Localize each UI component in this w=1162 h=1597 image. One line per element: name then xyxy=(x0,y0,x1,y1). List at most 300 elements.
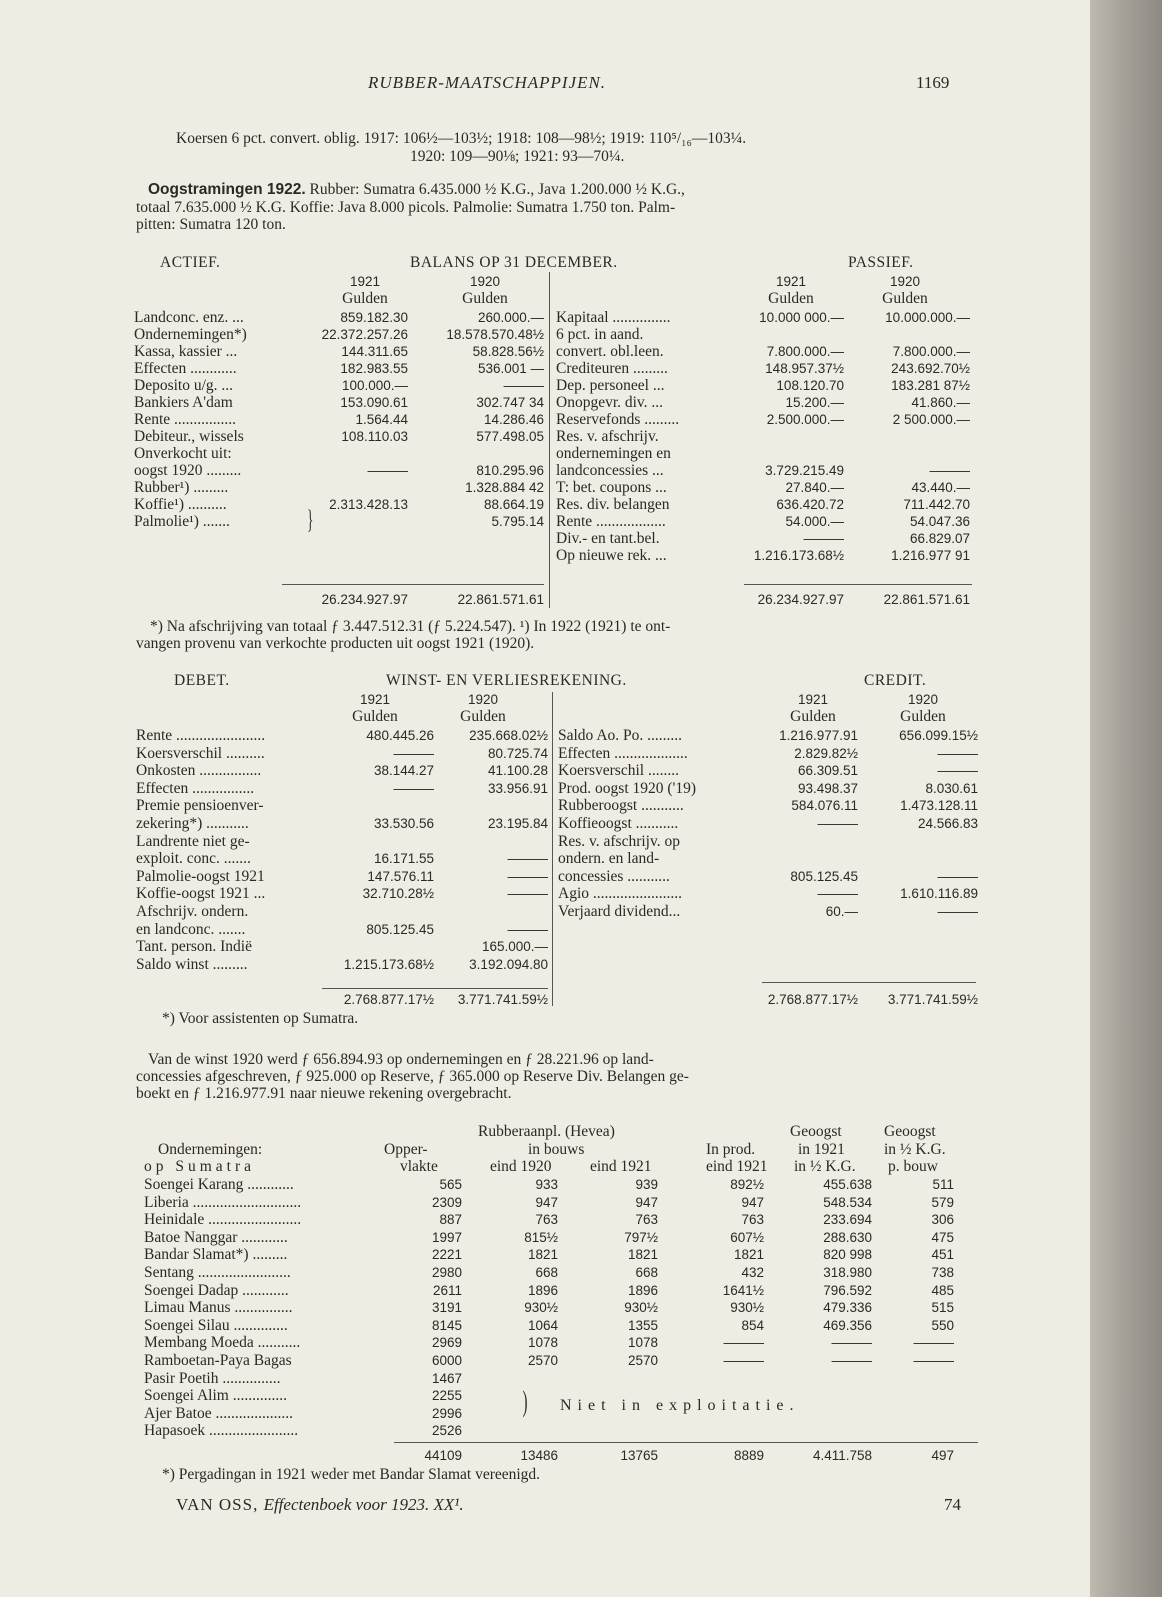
hdr-opp-1: Opper- xyxy=(384,1141,428,1158)
balans-passief-label: Onopgevr. div. ... xyxy=(556,394,664,411)
winst-debet-label: Koffie-oogst 1921 ... xyxy=(136,885,266,903)
winst-debet-label: Premie pensioenver- xyxy=(136,797,264,815)
onderneming-geoogst: 479.336 xyxy=(823,1300,872,1316)
balans-actief-value-1921: 182.983.55 xyxy=(340,361,408,376)
balans-passief-value-1920: 66.829.07 xyxy=(909,531,970,546)
paragraph-line-2: concessies afgeschreven, ƒ 925.000 op Reserve, ƒ 365.000 op Reserve Div. Belangen ge- xyxy=(136,1068,689,1085)
onderneming-oppervlakte: 6000 xyxy=(431,1353,462,1368)
balans-total-right-1: 26.234.927.97 xyxy=(757,592,844,607)
onderneming-eind-1920: 815½ xyxy=(524,1229,558,1245)
balans-actief-value-1921: 2.313.428.13 xyxy=(329,497,408,512)
winst-credit-label: Agio ....................... xyxy=(558,885,682,903)
winst-debet-value-1920: 165.000.— xyxy=(481,939,548,955)
winst-debet-value-1921: ——— xyxy=(393,745,434,761)
balans-passief-value-1920: 183.281 87½ xyxy=(891,378,970,393)
balans-title: BALANS OP 31 DECEMBER. xyxy=(410,254,618,271)
balans-total-left-1: 26.234.927.97 xyxy=(321,592,408,607)
balans-actief-label: Kassa, kassier ... xyxy=(134,343,238,360)
winst-debet-label: Rente ....................... xyxy=(136,727,266,744)
running-title: RUBBER-MAATSCHAPPIJEN. xyxy=(368,73,607,92)
oogst-text-1: Rubber: Sumatra 6.435.000 ½ K.G., Java 1.200.000 ½ K.G., xyxy=(305,181,685,198)
onderneming-per-bouw: 451 xyxy=(931,1247,954,1263)
winst-debet-value-1921: 33.530.56 xyxy=(373,816,434,831)
hdr-rub-3b: eind 1921 xyxy=(590,1158,652,1175)
balans-passief-value-1921: 10.000 000.— xyxy=(759,310,844,325)
onderneming-eind-1920: 930½ xyxy=(524,1300,558,1316)
winst-debet-value-1921: 32.710.28½ xyxy=(362,886,434,902)
onderneming-name: Soengei Karang ............ xyxy=(144,1176,294,1193)
koersen-line-1: Koersen 6 pct. convert. oblig. 1917: 106½—103½; 1918: 108—98½; 1919: 110⁵/₁₆—103¼. xyxy=(176,130,747,147)
balans-actief-label: Deposito u/g. ... xyxy=(134,377,234,394)
onderneming-name: Pasir Poetih ............... xyxy=(144,1369,281,1387)
winst-debet-value-1920: 41.100.28 xyxy=(487,763,548,779)
footer-source-prefix: VAN OSS, xyxy=(176,1495,264,1514)
balans-actief-value-1920: 88.664.19 xyxy=(483,497,544,512)
onderneming-oppervlakte: 1467 xyxy=(431,1370,462,1386)
onderneming-in-prod: 432 xyxy=(741,1265,764,1280)
niet-in-exploitatie: Niet in exploitatie. xyxy=(560,1397,800,1414)
winst-total-left-1: 2.768.877.17½ xyxy=(343,992,434,1007)
hdr-name-1: Ondernemingen: xyxy=(158,1141,263,1158)
onderneming-eind-1921: 1078 xyxy=(627,1335,658,1351)
onderneming-per-bouw: 515 xyxy=(931,1300,954,1316)
oogst-line-3: pitten: Sumatra 120 ton. xyxy=(136,216,286,233)
winst-debet-value-1920: 80.725.74 xyxy=(487,745,548,761)
ond-total-rule xyxy=(394,1442,978,1443)
onderneming-geoogst: 469.356 xyxy=(823,1317,872,1333)
winst-credit-value-1921: ——— xyxy=(817,816,858,831)
footer-source xyxy=(176,1496,464,1513)
balans-left-year-1: 1921 xyxy=(349,274,381,289)
onderneming-eind-1920: 2570 xyxy=(527,1353,558,1368)
onderneming-oppervlakte: 565 xyxy=(439,1177,462,1192)
winst-credit-label: Prod. oogst 1920 ('19) xyxy=(558,779,696,797)
balans-actief-label: Rente ................ xyxy=(134,411,237,428)
winst-debet-label: Saldo winst ......... xyxy=(136,955,248,973)
winst-credit-label: Koersverschil ........ xyxy=(558,762,679,780)
winst-debet-value-1920: 3.192.094.80 xyxy=(469,956,548,972)
winst-debet-value-1920: 235.668.02½ xyxy=(469,728,548,743)
balans-passief-label: 6 pct. in aand. xyxy=(556,326,644,343)
balans-passief-label: Crediteuren ......... xyxy=(556,360,668,377)
balans-passief-value-1920: ——— xyxy=(929,463,970,478)
hdr-geo2-a: Geoogst xyxy=(884,1123,936,1140)
onderneming-eind-1921: 1896 xyxy=(627,1282,658,1298)
winst-debet-label: Onkosten ................ xyxy=(136,762,262,780)
balans-passief-value-1921: 7.800.000.— xyxy=(766,344,844,359)
balans-passief-value-1921: 108.120.70 xyxy=(776,378,844,393)
winst-debet-value-1921: 1.215.173.68½ xyxy=(343,956,434,972)
balans-passief-value-1920: 2 500.000.— xyxy=(892,412,970,427)
balans-passief-value-1921: 148.957.37½ xyxy=(765,361,844,376)
winst-right-year-2: 1920 xyxy=(907,692,939,707)
onderneming-per-bouw: 550 xyxy=(931,1317,954,1333)
ond-total-e1921: 13765 xyxy=(620,1448,658,1463)
onderneming-name: Heinidale ........................ xyxy=(144,1211,302,1229)
onderneming-oppervlakte: 1997 xyxy=(431,1229,462,1245)
onderneming-geoogst: 318.980 xyxy=(823,1265,872,1280)
onderneming-geoogst: 233.694 xyxy=(823,1212,872,1228)
winst-credit-value-1921: 93.498.37 xyxy=(797,780,858,796)
onderneming-eind-1920: 1078 xyxy=(527,1335,558,1351)
winst-debet-label: Palmolie-oogst 1921 xyxy=(136,867,265,885)
onderneming-per-bouw: ——— xyxy=(913,1335,954,1351)
balans-actief-label: Landconc. enz. ... xyxy=(134,309,244,326)
winst-left-total-rule xyxy=(322,988,548,989)
hdr-name-2: op Sumatra xyxy=(144,1158,256,1175)
balans-left-total-rule xyxy=(282,584,544,585)
onderneming-eind-1920: 1821 xyxy=(527,1247,558,1263)
winst-debet-value-1921: 805.125.45 xyxy=(366,921,434,937)
balans-actief-value-1921: 859.182.30 xyxy=(340,310,408,325)
balans-actief-label: Bankiers A'dam xyxy=(134,394,233,411)
balans-actief-value-1920: 810.295.96 xyxy=(476,463,544,478)
onderneming-name: Hapasoek ....................... xyxy=(144,1422,299,1440)
balans-brace: } xyxy=(307,505,314,534)
hdr-geo1-c: in ½ K.G. xyxy=(794,1158,856,1175)
onderneming-geoogst: 455.638 xyxy=(823,1177,872,1192)
winst-debet-label: Effecten ................ xyxy=(136,779,255,797)
winst-debet-label: exploit. conc. ....... xyxy=(136,850,251,868)
balans-actief-value-1921: 144.311.65 xyxy=(341,344,408,359)
winst-left-unit-1: Gulden xyxy=(352,708,398,725)
onderneming-geoogst: ——— xyxy=(831,1335,872,1351)
balans-total-right-2: 22.861.571.61 xyxy=(883,592,970,607)
balans-passief-value-1920: 10.000.000.— xyxy=(885,310,970,325)
winst-credit-label: Verjaard dividend... xyxy=(558,903,681,920)
winst-credit-label: Koffieoogst ........... xyxy=(558,815,679,832)
balans-passief-value-1920: 1.216.977 91 xyxy=(891,548,970,563)
winst-credit-label: Rubberoogst ........... xyxy=(558,797,684,815)
winst-debet-value-1920: ——— xyxy=(507,868,548,884)
winst-credit-value-1920: 8.030.61 xyxy=(925,780,978,796)
onderneming-oppervlakte: 2611 xyxy=(432,1282,462,1298)
onderneming-oppervlakte: 2309 xyxy=(431,1194,462,1210)
balans-right-year-2: 1920 xyxy=(889,274,921,289)
paragraph-line-1: Van de winst 1920 werd ƒ 656.894.93 op ondernemingen en ƒ 28.221.96 op land- xyxy=(148,1051,654,1068)
winst-debet-value-1920: ——— xyxy=(507,851,548,867)
onderneming-geoogst: 820 998 xyxy=(823,1247,872,1263)
winst-credit-value-1920: 24.566.83 xyxy=(917,816,978,831)
balans-actief-value-1920: 58.828.56½ xyxy=(472,344,544,359)
onderneming-name: Limau Manus ............... xyxy=(144,1299,293,1317)
balans-passief-label: Rente .................. xyxy=(556,513,666,530)
winst-total-right-2: 3.771.741.59½ xyxy=(887,992,978,1007)
balans-actief-value-1921: 153.090.61 xyxy=(340,395,408,410)
balans-passief-value-1921: 15.200.— xyxy=(785,395,844,410)
page-number: 1169 xyxy=(916,73,950,92)
onderneming-oppervlakte: 2221 xyxy=(431,1247,462,1263)
balans-actief-value-1921: ——— xyxy=(367,463,408,478)
winst-debet-label: en landconc. ....... xyxy=(136,920,246,938)
onderneming-in-prod: 854 xyxy=(741,1317,764,1333)
winst-credit-value-1921: 60.— xyxy=(825,904,858,919)
balans-actief-label: Palmolie¹) ....... xyxy=(134,513,230,530)
onderneming-geoogst: 288.630 xyxy=(823,1229,872,1245)
balans-actief-label: Ondernemingen*) xyxy=(134,326,247,343)
balans-actief-value-1921: 22.372.257.26 xyxy=(321,327,408,342)
hdr-geo2-b: in ½ K.G. xyxy=(884,1141,946,1158)
onderneming-per-bouw: 475 xyxy=(931,1229,954,1245)
balans-passief-value-1921: 636.420.72 xyxy=(776,497,844,512)
onderneming-eind-1921: 947 xyxy=(635,1194,658,1210)
balans-passief-label: Res. v. afschrijv. xyxy=(556,428,659,445)
winst-credit-value-1921: 2.829.82½ xyxy=(794,745,858,761)
balans-right-unit-2: Gulden xyxy=(882,290,928,307)
footer-source-title: Effectenboek voor 1923. xyxy=(263,1495,430,1514)
balans-divider xyxy=(549,272,550,608)
hdr-geo1-a: Geoogst xyxy=(790,1123,842,1140)
winst-debet-value-1920: 23.195.84 xyxy=(487,816,548,831)
winst-debet-value-1920: ——— xyxy=(507,886,548,902)
onderneming-oppervlakte: 3191 xyxy=(431,1300,462,1316)
onderneming-oppervlakte: 2526 xyxy=(431,1423,462,1439)
winst-credit-value-1920: ——— xyxy=(937,745,978,761)
balans-right-year-1: 1921 xyxy=(775,274,807,289)
onderneming-eind-1921: 2570 xyxy=(627,1353,658,1368)
onderneming-eind-1921: 939 xyxy=(635,1177,658,1192)
onderneming-eind-1920: 947 xyxy=(535,1194,558,1210)
winst-debet-value-1921: 38.144.27 xyxy=(373,763,434,779)
winst-credit-value-1921: 805.125.45 xyxy=(790,868,858,884)
hdr-opp-2: vlakte xyxy=(400,1158,438,1175)
winst-divider xyxy=(552,692,553,1006)
balans-actief-value-1920: ——— xyxy=(503,378,544,393)
winst-credit-label: ondern. en land- xyxy=(558,850,660,868)
onderneming-name: Sentang ........................ xyxy=(144,1264,291,1281)
onderneming-per-bouw: 579 xyxy=(931,1194,954,1210)
onderneming-in-prod: 607½ xyxy=(730,1229,764,1245)
onderneming-oppervlakte: 2980 xyxy=(431,1265,462,1280)
onderneming-per-bouw: ——— xyxy=(913,1353,954,1368)
onderneming-in-prod: ——— xyxy=(723,1353,764,1368)
onderneming-eind-1920: 933 xyxy=(535,1177,558,1192)
balans-left-unit-2: Gulden xyxy=(462,290,508,307)
balans-left-unit-1: Gulden xyxy=(342,290,388,307)
footer-volume: XX¹. xyxy=(429,1495,464,1514)
balans-passief-value-1920: 7.800.000.— xyxy=(892,344,970,359)
onderneming-oppervlakte: 887 xyxy=(439,1212,462,1228)
book-spine xyxy=(1090,0,1162,1597)
balans-passief-label: Dep. personeel ... xyxy=(556,377,665,394)
winst-credit-value-1920: 1.610.116.89 xyxy=(900,886,978,902)
onderneming-name: Soengei Silau .............. xyxy=(144,1316,288,1334)
balans-passief-value-1920: 43.440.— xyxy=(911,480,970,495)
winst-left-unit-2: Gulden xyxy=(460,708,506,725)
oogst-line-1 xyxy=(148,181,685,198)
winst-debet-value-1921: 16.171.55 xyxy=(373,851,434,867)
balans-actief-value-1920: 18.578.570.48½ xyxy=(446,327,544,342)
balans-passief-label: convert. obl.leen. xyxy=(556,343,664,360)
balans-actief-label: Rubber¹) ......... xyxy=(134,479,229,496)
balans-passief-label: Op nieuwe rek. ... xyxy=(556,547,667,564)
winst-debet-value-1920: 33.956.91 xyxy=(487,780,548,796)
winst-credit-label: Res. v. afschrijv. op xyxy=(558,832,680,850)
balans-right-total-rule xyxy=(744,584,972,585)
balans-passief-value-1921: 1.216.173.68½ xyxy=(753,548,844,563)
ond-note: *) Pergadingan in 1921 weder met Bandar Slamat vereenigd. xyxy=(162,1466,541,1483)
onderneming-name: Soengei Alim .............. xyxy=(144,1387,287,1405)
balans-passief-value-1920: 54.047.36 xyxy=(909,514,970,529)
onderneming-eind-1921: 930½ xyxy=(624,1300,658,1316)
onderneming-eind-1921: 797½ xyxy=(624,1229,658,1245)
onderneming-eind-1920: 1896 xyxy=(527,1282,558,1298)
balans-passief-label: Res. div. belangen xyxy=(556,496,670,513)
winst-debet-label: Tant. person. Indië xyxy=(136,938,252,956)
onderneming-in-prod: 947 xyxy=(741,1194,764,1210)
balans-actief-value-1920: 260.000.— xyxy=(477,310,544,325)
balans-passief-header: PASSIEF. xyxy=(848,254,914,271)
winst-credit-value-1921: 584.076.11 xyxy=(791,798,858,814)
winst-debet-label: zekering*) ........... xyxy=(136,815,249,832)
onderneming-oppervlakte: 2969 xyxy=(431,1335,462,1351)
winst-title: WINST- EN VERLIESREKENING. xyxy=(386,672,627,689)
balans-passief-label: landconcessies ... xyxy=(556,462,664,479)
winst-debet-label: Afschrijv. ondern. xyxy=(136,903,249,920)
winst-credit-label: concessies ........... xyxy=(558,867,670,885)
balans-actief-label: Onverkocht uit: xyxy=(134,445,232,462)
onderneming-per-bouw: 738 xyxy=(931,1265,954,1280)
balans-actief-label: Debiteur., wissels xyxy=(134,428,244,445)
winst-debet-header: DEBET. xyxy=(174,672,230,689)
winst-credit-value-1920: 656.099.15½ xyxy=(899,728,978,743)
winst-credit-value-1920: 1.473.128.11 xyxy=(900,798,978,814)
hdr-rub-2: in bouws xyxy=(528,1141,585,1158)
balans-actief-label: oogst 1920 ......... xyxy=(134,462,242,479)
balans-passief-value-1921: 2.500.000.— xyxy=(766,412,844,427)
winst-right-year-1: 1921 xyxy=(797,692,829,707)
onderneming-eind-1920: 763 xyxy=(535,1212,558,1228)
balans-passief-value-1921: 54.000.— xyxy=(785,514,844,529)
balans-actief-value-1921: 1.564.44 xyxy=(355,412,408,427)
winst-credit-label: Effecten ................... xyxy=(558,744,688,762)
winst-credit-value-1921: ——— xyxy=(817,886,858,902)
winst-credit-value-1920: ——— xyxy=(937,868,978,884)
balans-actief-value-1921: 108.110.03 xyxy=(341,429,408,444)
onderneming-geoogst: 796.592 xyxy=(823,1282,872,1298)
balans-passief-value-1921: 3.729.215.49 xyxy=(765,463,844,478)
hdr-rub-1: Rubberaanpl. (Hevea) xyxy=(478,1123,615,1140)
niet-brace: ) xyxy=(522,1385,528,1418)
balans-right-unit-1: Gulden xyxy=(768,290,814,307)
onderneming-in-prod: 1821 xyxy=(733,1247,764,1263)
onderneming-oppervlakte: 8145 xyxy=(431,1317,462,1333)
onderneming-in-prod: 763 xyxy=(741,1212,764,1228)
koersen-line-2: 1920: 109—90⅛; 1921: 93—70¼. xyxy=(410,148,625,165)
winst-credit-header: CREDIT. xyxy=(864,672,927,689)
onderneming-eind-1921: 763 xyxy=(635,1212,658,1228)
winst-credit-value-1921: 1.216.977.91 xyxy=(779,728,858,743)
ond-total-opp: 44109 xyxy=(424,1448,462,1463)
balans-passief-label: Reservefonds ......... xyxy=(556,411,680,428)
winst-credit-value-1920: ——— xyxy=(937,763,978,779)
balans-passief-label: ondernemingen en xyxy=(556,445,671,462)
ond-total-pbouw: 497 xyxy=(931,1448,954,1463)
winst-total-left-2: 3.771.741.59½ xyxy=(457,992,548,1007)
hdr-rub-3a: eind 1920 xyxy=(490,1158,552,1175)
winst-debet-label: Landrente niet ge- xyxy=(136,832,250,850)
paragraph-line-3: boekt en ƒ 1.216.977.91 naar nieuwe rekening overgebracht. xyxy=(136,1085,512,1102)
onderneming-in-prod: ——— xyxy=(723,1335,764,1351)
balans-left-year-2: 1920 xyxy=(469,274,501,289)
winst-left-year-2: 1920 xyxy=(467,692,499,707)
balans-actief-label: Koffie¹) .......... xyxy=(134,496,227,513)
onderneming-geoogst: ——— xyxy=(831,1353,872,1368)
winst-note: *) Voor assistenten op Sumatra. xyxy=(162,1010,359,1027)
onderneming-oppervlakte: 2255 xyxy=(431,1388,462,1404)
ond-total-geoogst: 4.411.758 xyxy=(812,1448,872,1463)
winst-right-total-rule xyxy=(762,982,976,983)
winst-credit-value-1920: ——— xyxy=(937,904,978,919)
winst-debet-value-1921: 480.445.26 xyxy=(366,728,434,743)
balans-note-2: vangen provenu van verkochte producten uit oogst 1921 (1920). xyxy=(136,635,535,652)
balans-passief-value-1921: ——— xyxy=(803,531,844,546)
onderneming-per-bouw: 485 xyxy=(931,1282,954,1298)
onderneming-in-prod: 930½ xyxy=(730,1300,764,1316)
balans-passief-label: Kapitaal ............... xyxy=(556,309,671,326)
onderneming-in-prod: 1641½ xyxy=(722,1282,764,1298)
winst-debet-label: Koersverschil .......... xyxy=(136,744,265,762)
hdr-geo2-c: p. bouw xyxy=(888,1158,938,1175)
hdr-prod-2: eind 1921 xyxy=(706,1158,768,1175)
winst-credit-label: Saldo Ao. Po. ......... xyxy=(558,727,683,744)
onderneming-eind-1920: 668 xyxy=(535,1265,558,1280)
balans-actief-label: Effecten ............ xyxy=(134,360,237,377)
onderneming-eind-1921: 1821 xyxy=(627,1247,658,1263)
winst-debet-value-1921: 147.576.11 xyxy=(367,868,434,884)
balans-passief-label: T: bet. coupons ... xyxy=(556,479,667,496)
balans-total-left-2: 22.861.571.61 xyxy=(457,592,544,607)
winst-right-unit-2: Gulden xyxy=(900,708,946,725)
balans-passief-value-1920: 41.860.— xyxy=(911,395,970,410)
hdr-prod-1: In prod. xyxy=(706,1141,756,1158)
ond-total-e1920: 13486 xyxy=(520,1448,558,1463)
winst-total-right-1: 2.768.877.17½ xyxy=(767,992,858,1007)
balans-actief-value-1920: 14.286.46 xyxy=(483,412,544,427)
balans-passief-label: Div.- en tant.bel. xyxy=(556,530,660,547)
onderneming-name: Liberia ............................ xyxy=(144,1193,302,1211)
onderneming-name: Ramboetan-Paya Bagas xyxy=(144,1352,292,1369)
winst-right-unit-1: Gulden xyxy=(790,708,836,725)
balans-actief-value-1920: 5.795.14 xyxy=(491,514,544,529)
onderneming-name: Membang Moeda ........... xyxy=(144,1334,301,1352)
winst-left-year-1: 1921 xyxy=(359,692,391,707)
balans-actief-value-1920: 1.328.884 42 xyxy=(465,480,544,495)
balans-actief-value-1921: 100.000.— xyxy=(341,378,408,393)
onderneming-oppervlakte: 2996 xyxy=(431,1405,462,1421)
balans-actief-value-1920: 302.747 34 xyxy=(476,395,544,410)
oogst-label: Oogstramingen 1922. xyxy=(148,181,306,198)
balans-note-1: *) Na afschrijving van totaal ƒ 3.447.512.31 (ƒ 5.224.547). ¹) In 1922 (1921) te ont- xyxy=(150,618,671,635)
balans-passief-value-1921: 27.840.— xyxy=(785,480,844,495)
onderneming-in-prod: 892½ xyxy=(730,1177,764,1192)
onderneming-eind-1921: 1355 xyxy=(627,1317,658,1333)
winst-debet-value-1921: ——— xyxy=(393,780,434,796)
onderneming-name: Ajer Batoe .................... xyxy=(144,1404,293,1422)
balans-actief-value-1920: 577.498.05 xyxy=(476,429,544,444)
hdr-geo1-b: in 1921 xyxy=(798,1141,845,1158)
winst-credit-value-1921: 66.309.51 xyxy=(797,763,858,779)
onderneming-eind-1921: 668 xyxy=(635,1265,658,1280)
onderneming-name: Batoe Nanggar ............ xyxy=(144,1228,288,1246)
onderneming-name: Bandar Slamat*) ......... xyxy=(144,1246,288,1264)
balans-passief-value-1920: 243.692.70½ xyxy=(891,361,970,376)
winst-debet-value-1920: ——— xyxy=(507,921,548,937)
onderneming-per-bouw: 511 xyxy=(932,1177,954,1192)
onderneming-eind-1920: 1064 xyxy=(527,1317,558,1333)
balans-actief-header: ACTIEF. xyxy=(160,254,221,271)
footer-sheet-number: 74 xyxy=(944,1495,961,1514)
